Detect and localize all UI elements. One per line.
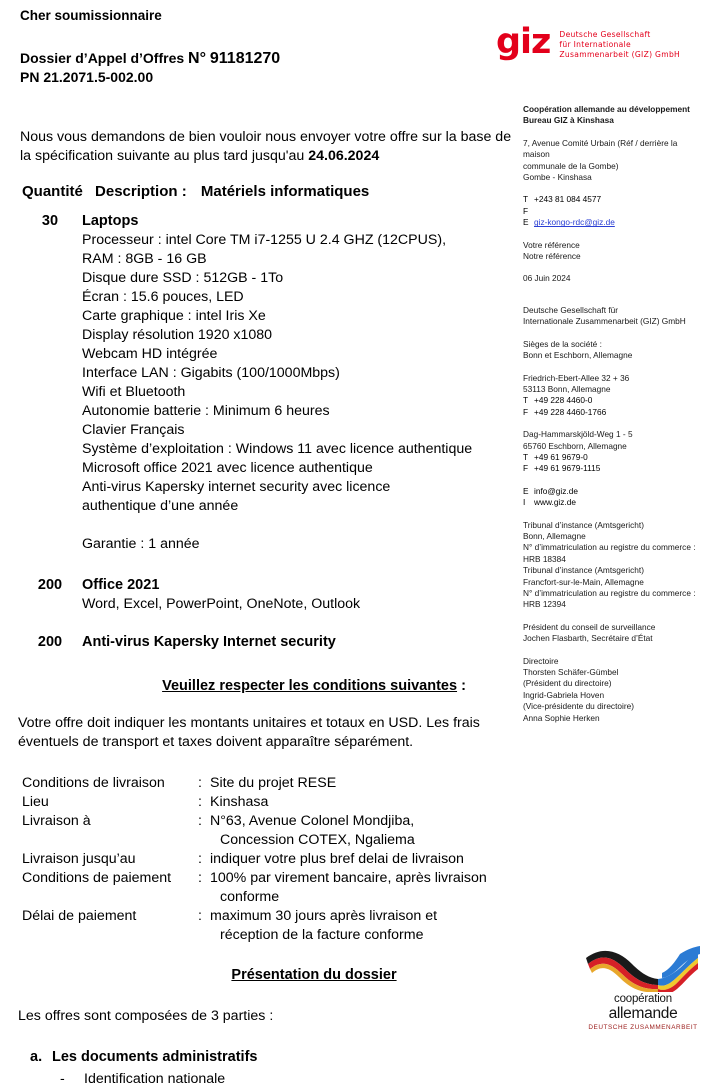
phone-row (523, 194, 699, 205)
bonn-phone-value: +49 228 4460-0 (534, 395, 593, 406)
intro-deadline: 24.06.2024 (308, 148, 380, 164)
conditions-heading (18, 678, 518, 694)
condition-label: Livraison à (22, 813, 91, 829)
eschborn-phone-value: +49 61 9679-0 (534, 451, 588, 462)
seats-label: Sièges de la société : (523, 338, 602, 349)
sidebar-date-block (523, 273, 699, 284)
sidebar-address-block (523, 138, 699, 184)
giz-tagline-line-3: Zusammenarbeit (GIZ) GmbH (559, 50, 681, 60)
item-spec: Microsoft office 2021 avec licence authentique (82, 460, 373, 476)
condition-label: Délai de paiement (22, 908, 137, 924)
office-line-2: Bureau GIZ à Kinshasa (523, 115, 614, 126)
sidebar-web-block (523, 486, 699, 509)
item-spec: Système d’exploitation : Windows 11 avec licence authentique (82, 441, 473, 457)
board-label: Directoire (523, 655, 559, 666)
condition-value-line: N°63, Avenue Colonel Mondjiba, (210, 813, 415, 829)
conditions-table (22, 774, 487, 945)
cooperation-line-2: allemande (608, 1005, 678, 1022)
condition-separator: : (198, 813, 202, 829)
dossier-label: Dossier d’Appel d’Offres (20, 50, 185, 66)
part-a-marker: a. (30, 1049, 43, 1065)
condition-value (210, 812, 487, 850)
address-line-3: Gombe - Kinshasa (523, 172, 592, 183)
dossier-number: 91181270 (209, 50, 281, 67)
email-link[interactable]: giz-kongo-rdc@giz.de (534, 217, 615, 228)
court1-line-1: Tribunal d’instance (Amtsgericht) (523, 519, 644, 530)
table-column-headers (22, 183, 518, 200)
email-row (523, 217, 699, 228)
supervisory-name: Jochen Flasbarth, Secrétaire d’État (523, 633, 653, 644)
item-spec: Display résolution 1920 x1080 (82, 327, 273, 343)
item-spec: authentique d’une année (82, 498, 239, 514)
your-reference-label: Votre référence (523, 239, 580, 250)
item-details (82, 212, 518, 554)
offres-intro: Les offres sont composées de 3 parties : (18, 1008, 274, 1024)
condition-value: Site du projet RESE (210, 775, 337, 791)
sidebar-supervisory-block (523, 622, 699, 645)
court2-line-4: HRB 12394 (523, 599, 566, 610)
table-row (22, 907, 487, 945)
condition-separator: : (198, 870, 202, 886)
bullet-dash-icon: - (60, 1071, 65, 1087)
sidebar-registry-block (523, 520, 699, 611)
item-spec: Anti-virus Kapersky internet security avec licence (82, 479, 391, 495)
item-warranty: Garantie : 1 année (82, 536, 200, 552)
fax-value (534, 206, 699, 217)
phone-key: T (523, 194, 529, 205)
info-email-key: E (523, 485, 529, 496)
item-quantity: 200 (37, 634, 63, 650)
eschborn-fax-key: F (523, 463, 529, 474)
supervisory-label: Président du conseil de surveillance (523, 621, 656, 632)
intro-text: Nous vous demandons de bien vouloir nous envoyer votre offre sur la base de la spécification suivante au plus tard jusqu'au (20, 129, 512, 164)
condition-value: Kinshasa (210, 794, 269, 810)
part-a-title: Les documents administratifs (52, 1049, 258, 1065)
fax-row (523, 206, 699, 217)
condition-value (210, 869, 487, 907)
cooperation-flags-icon (580, 944, 706, 992)
giz-logo (496, 22, 681, 62)
eschborn-fax-value: +49 61 9679-1115 (534, 463, 601, 474)
intro-paragraph (20, 128, 512, 166)
header-category: Matériels informatiques (200, 183, 370, 200)
presentation-heading: Présentation du dossier (231, 967, 397, 983)
our-reference-label: Notre référence (523, 251, 581, 262)
bonn-city: 53113 Bonn, Allemagne (523, 383, 611, 394)
sidebar-company-block (523, 305, 699, 328)
condition-separator: : (198, 775, 202, 791)
cooperation-line-3: DEUTSCHE ZUSAMMENARBEIT (588, 1024, 698, 1031)
court1-line-4: HRB 18384 (523, 553, 566, 564)
condition-value-line: maximum 30 jours après livraison et (210, 908, 438, 924)
header-quantity: Quantité (22, 183, 83, 200)
court1-line-3: N° d’immatriculation au registre du commerce : (523, 542, 696, 553)
item-title: Anti-virus Kapersky Internet security (82, 634, 336, 650)
spec-spacer (82, 516, 518, 535)
fax-key: F (523, 205, 529, 216)
bonn-fax-row (523, 407, 699, 418)
bonn-fax-key: F (523, 406, 529, 417)
conditions-heading-text: Veuillez respecter les conditions suivantes (162, 678, 458, 694)
condition-separator: : (198, 851, 202, 867)
giz-tagline (559, 26, 680, 61)
part-a-heading (30, 1048, 518, 1067)
table-row (18, 212, 518, 554)
condition-value-line-2: conforme (220, 889, 280, 905)
condition-value-line-2: Concession COTEX, Ngaliema (220, 832, 415, 848)
condition-label: Conditions de livraison (22, 775, 165, 791)
table-row (22, 812, 487, 850)
eschborn-street: Dag-Hammarskjöld-Weg 1 - 5 (523, 429, 633, 440)
info-email-value[interactable]: info@giz.de (534, 485, 578, 496)
item-spec: Word, Excel, PowerPoint, OneNote, Outlook (82, 596, 361, 612)
eschborn-fax-row (523, 463, 699, 474)
bonn-fax-value: +49 228 4460-1766 (534, 406, 607, 417)
item-quantity: 200 (37, 577, 63, 593)
item-spec: Processeur : intel Core TM i7-1255 U 2.4 GHZ (12CPUS), (82, 232, 447, 248)
item-spec: Carte graphique : intel Iris Xe (82, 308, 266, 324)
company-line-2: Internationale Zusammenarbeit (GIZ) GmbH (523, 316, 686, 327)
giz-tagline-line-1: Deutsche Gesellschaft (559, 30, 651, 39)
board-member-2: Ingrid-Gabriela Hoven (523, 689, 605, 700)
board-member-1: Thorsten Schäfer-Gümbel (523, 667, 619, 678)
item-spec: Disque dure SSD : 512GB - 1To (82, 270, 284, 286)
table-row (22, 850, 487, 869)
document-date: 06 Juin 2024 (523, 273, 571, 284)
condition-value: indiquer votre plus bref delai de livraison (210, 851, 464, 867)
board-member-2-role: (Vice-présidente du directoire) (523, 701, 634, 712)
giz-tagline-line-2: für Internationale (559, 40, 631, 50)
address-line-2: communale de la Gombe) (523, 160, 619, 171)
table-row (22, 774, 487, 793)
bullet-text: Identification nationale (84, 1071, 226, 1087)
condition-separator: : (198, 794, 202, 810)
sidebar-board-block (523, 656, 699, 724)
court2-line-1: Tribunal d’instance (Amtsgericht) (523, 565, 644, 576)
bonn-phone-key: T (523, 395, 529, 406)
table-row (18, 633, 518, 652)
website-key: I (523, 497, 526, 508)
board-member-3: Anna Sophie Herken (523, 712, 600, 723)
bonn-phone-row (523, 395, 699, 406)
list-item (60, 1070, 518, 1089)
bonn-street: Friedrich-Ebert-Allee 32 + 36 (523, 372, 630, 383)
condition-label: Livraison jusqu’au (22, 851, 136, 867)
header-description: Description : (95, 183, 187, 200)
sidebar-reference-block (523, 240, 699, 263)
table-row (22, 793, 487, 812)
item-spec: Clavier Français (82, 422, 185, 438)
eschborn-phone-row (523, 452, 699, 463)
court2-line-3: N° d’immatriculation au registre du commerce : (523, 588, 696, 598)
item-spec: RAM : 8GB - 16 GB (82, 251, 207, 267)
office-line-1: Coopération allemande au développement (523, 104, 690, 114)
condition-value (210, 907, 487, 945)
address-line-1: 7, Avenue Comité Urbain (Réf / derrière la maison (523, 137, 678, 160)
table-row (22, 869, 487, 907)
item-spec: Interface LAN : Gigabits (100/1000Mbps) (82, 365, 340, 381)
condition-value-line: 100% par virement bancaire, après livraison (210, 870, 487, 886)
phone-value: +243 81 084 4577 (534, 194, 602, 205)
item-spec: Écran : 15.6 pouces, LED (82, 289, 244, 305)
cooperation-line-1: coopération (614, 993, 672, 1005)
giz-wordmark: giz (496, 22, 551, 62)
website-row (523, 497, 699, 508)
sidebar-contact-block (523, 194, 699, 228)
board-member-1-role: (Président du directoire) (523, 678, 612, 689)
sidebar-office-block (523, 104, 699, 127)
eschborn-phone-key: T (523, 451, 529, 462)
salutation: Cher soumissionnaire (20, 8, 162, 23)
email-key: E (523, 217, 529, 228)
usd-paragraph: Votre offre doit indiquer les montants unitaires et totaux en USD. Les frais éventuels de transport et taxes doivent apparaître séparément. (18, 715, 480, 750)
item-spec: Webcam HD intégrée (82, 346, 218, 362)
item-title: Office 2021 (82, 577, 160, 593)
pn-line: PN 21.2071.5-002.00 (20, 69, 154, 85)
condition-separator: : (198, 908, 202, 924)
german-cooperation-logo (580, 944, 706, 1032)
condition-label: Conditions de paiement (22, 870, 172, 886)
dossier-title-line (20, 49, 518, 68)
table-row (18, 576, 518, 614)
sidebar-eschborn-block (523, 429, 699, 475)
cooperation-logo-text (580, 993, 706, 1032)
item-title: Laptops (82, 213, 139, 229)
sidebar-bonn-block (523, 373, 699, 419)
sidebar-contact-panel (523, 104, 699, 735)
item-spec: Wifi et Bluetooth (82, 384, 186, 400)
document-body (18, 0, 518, 1089)
condition-label: Lieu (22, 794, 49, 810)
dossier-block (20, 49, 518, 86)
website-value[interactable]: www.giz.de (534, 497, 576, 508)
info-email-row (523, 486, 699, 497)
company-line-1: Deutsche Gesellschaft für (523, 304, 618, 315)
item-details (82, 633, 518, 652)
eschborn-city: 65760 Eschborn, Allemagne (523, 440, 627, 451)
sidebar-seats-block (523, 339, 699, 362)
seats-value: Bonn et Eschborn, Allemagne (523, 350, 633, 361)
dossier-number-prefix: N° (188, 50, 206, 67)
condition-value-line-2: réception de la facture conforme (220, 927, 424, 943)
court2-line-2: Francfort-sur-le-Main, Allemagne (523, 576, 644, 587)
item-details (82, 576, 518, 614)
item-quantity: 30 (41, 213, 59, 229)
court1-line-2: Bonn, Allemagne (523, 530, 586, 541)
item-spec: Autonomie batterie : Minimum 6 heures (82, 403, 330, 419)
conditions-heading-suffix: : (457, 678, 466, 694)
